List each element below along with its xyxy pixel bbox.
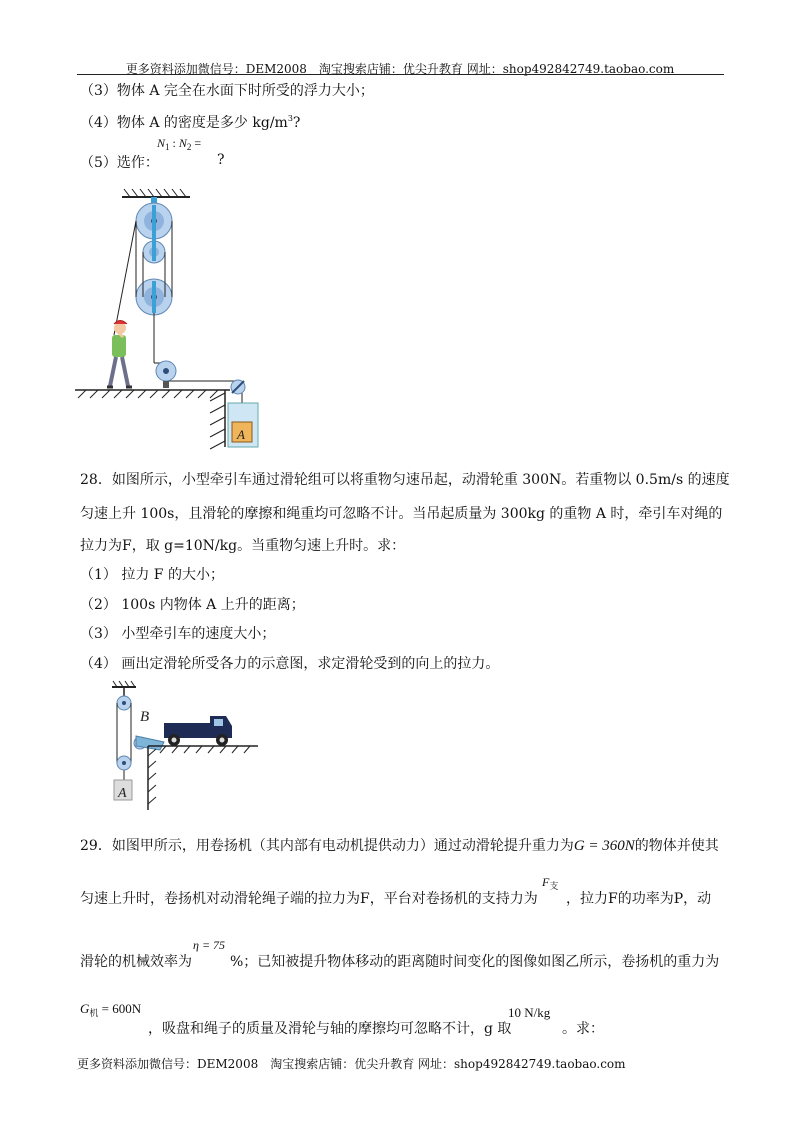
q28-item-1: （1） 拉力 F 的大小；: [80, 567, 224, 583]
q28-line-3: 拉力为F，取 g=10N/kg。当重物匀速上升时。求：: [80, 538, 406, 554]
q29-line-3-end: %；已知被提升物体移动的距离随时间变化的图像如图乙所示，卷扬机的重力为: [230, 954, 720, 970]
person-pulling-rope: [107, 321, 132, 388]
pulley-b-label: B: [140, 709, 150, 725]
g-value-expression: 10 N/kg: [508, 1005, 551, 1020]
object-a-label: A: [118, 786, 127, 801]
object-a-label: A: [237, 427, 245, 442]
pulley-figure-1: [70, 185, 270, 450]
q29-line-4-text: ，吸盘和绳子的质量及滑轮与轴的摩擦均可忽略不计，g 取: [148, 1021, 512, 1037]
page-header: 更多资料添加微信号：DEM2008 淘宝搜索店铺：优尖升教育 网址：shop492842749.taobao.com: [125, 62, 675, 76]
q4-superscript: 3: [287, 114, 293, 123]
q28-line-1: 28．如图所示，小型牵引车通过滑轮组可以将重物匀速吊起，动滑轮重 300N。若重物以 0.5m/s 的速度: [80, 472, 730, 488]
page-footer: 更多资料添加微信号：DEM2008 淘宝搜索店铺：优尖升教育 网址：shop492842749.taobao.com: [77, 1057, 626, 1071]
efficiency-expression: η = 75: [193, 938, 226, 952]
q29-line-2-text: 匀速上升时，卷扬机对动滑轮绳子端的拉力为F，平台对卷扬机的支持力为: [80, 891, 538, 907]
question-item-3: （3）物体 A 完全在水面下时所受的浮力大小；: [80, 83, 374, 99]
q29-line-2-end: ，拉力F的功率为P，动: [566, 891, 712, 907]
q29-line-1: 29．如图甲所示，用卷扬机（其内部有电动机提供动力）通过动滑轮提升重力为G = 360N的物体并使其: [80, 838, 719, 854]
q28-item-4: （4） 画出定滑轮所受各力的示意图，求定滑轮受到的向上的拉力。: [80, 656, 500, 672]
q4-text: （4）物体 A 的密度是多少 kg/m: [80, 115, 288, 131]
q5-end: ?: [217, 152, 225, 168]
q28-item-2: （2） 100s 内物体 A 上升的距离；: [80, 597, 305, 613]
pulley-figure-2: [100, 678, 270, 813]
header-rule: [77, 74, 724, 75]
support-force-symbol: $F_支$: [542, 875, 559, 891]
question-item-5-label: （5）选作：: [80, 155, 159, 171]
question-item-4: [80, 112, 300, 132]
tractor-truck: [164, 716, 232, 746]
winch-gravity-expression: $G_机 = 600N$: [80, 1001, 142, 1018]
q28-line-2: 匀速上升 100s，且滑轮的摩擦和绳重均可忽略不计。当吊起质量为 300kg 的重物 A 时，牵引车对绳的: [80, 506, 723, 522]
q29-line-3-text: 滑轮的机械效率为: [80, 954, 192, 970]
ratio-expression: $N_1$ : $N_2$ =: [157, 136, 202, 152]
q29-line-4-end: 。求：: [562, 1021, 604, 1037]
gravity-expression: G = 360N: [573, 838, 635, 854]
q28-item-3: （3） 小型牵引车的速度大小；: [80, 626, 276, 642]
q4-end: ?: [292, 115, 301, 131]
